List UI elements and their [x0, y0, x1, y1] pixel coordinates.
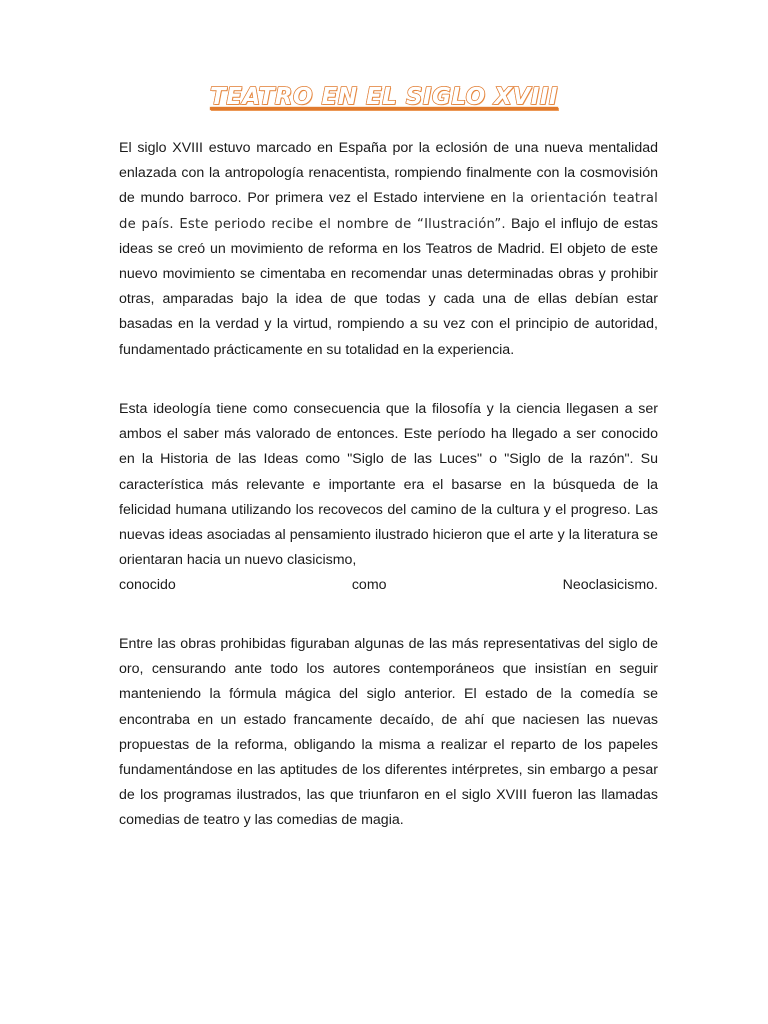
paragraph-1: [119, 136, 658, 363]
paragraph-1-lead: El siglo XVIII estuvo marcado en España por la eclosión de una nueva mentalidad enlazada con la antropología renacentista, rompiendo finalmente con la cosmovisión de mundo barroco. Por primera vez el Estado interviene en: [119, 140, 658, 207]
document-title: TEATRO EN EL SIGLO XVIII: [210, 84, 558, 110]
paragraph-2-last-line: conocido como Neoclasicismo.: [119, 577, 658, 594]
paragraph-2: [119, 397, 658, 599]
paragraph-2-text: Esta ideología tiene como consecuencia que la filosofía y la ciencia llegasen a ser ambos el saber más valorado de entonces. Este período ha llegado a ser conocido en la Historia de las Ideas como "Siglo de las Luces" o "Siglo de la razón". Su característica más relevante e importante era el basarse en la búsqueda de la felicidad humana utilizando los recovecos del camino de la cultura y el progreso. Las nuevas ideas asociadas al pensamiento ilustrado hicieron que el arte y la literatura se orientaran hacia un nuevo clasicismo,: [119, 401, 658, 569]
paragraph-1-rest: Bajo el influjo de estas ideas se creó un movimiento de reforma en los Teatros de Madrid. El objeto de este nuevo movimiento se cimentaba en recomendar unas determinadas obras y prohibir otras, amparadas bajo la idea de que todas y cada una de ellas debían estar basadas en la verdad y la virtud, rompiendo a su vez con el principio de autoridad, fundamentado prácticamente en su totalidad en la experiencia.: [119, 215, 658, 358]
paragraph-3: Entre las obras prohibidas figuraban algunas de las más representativas del siglo de oro, censurando ante todo los autores contemporáneos que insistían en seguir manteniendo la fórmula mágica del siglo anterior. El estado de la comedía se encontraba en un estado francamente decaído, de ahí que naciesen las nuevas propuestas de la reforma, obligando la misma a realizar el reparto de los papeles fundamentándose en las aptitudes de los diferentes intérpretes, sin embargo a pesar de los programas ilustrados, las que triunfaron en el siglo XVIII fueron las llamadas comedias de teatro y las comedias de magia.: [119, 636, 658, 829]
paragraph-1-middle: la orientación teatral de país. Este periodo recibe el nombre de “Ilustración”.: [119, 191, 658, 232]
